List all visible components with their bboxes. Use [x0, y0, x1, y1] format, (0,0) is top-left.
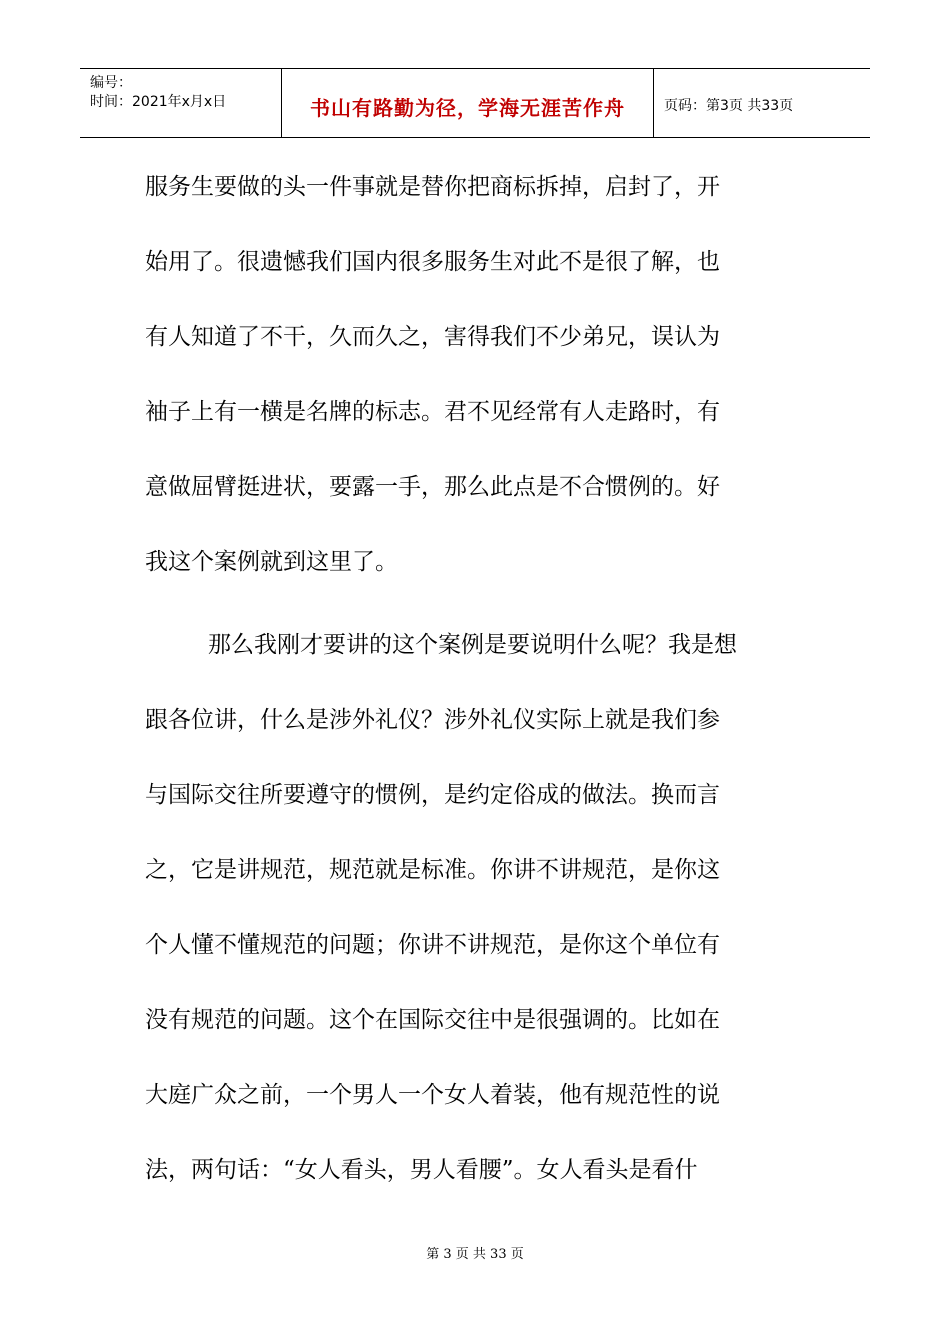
- document-number-label: 编号：: [90, 75, 132, 91]
- text-line: 我这个案例就到这里了。: [145, 549, 398, 575]
- header-page-number: 页码：第3页 共33页: [664, 98, 794, 114]
- text-line: 意做屈臂挺进状，要露一手，那么此点是不合惯例的。好: [145, 474, 720, 500]
- text-line: 服务生要做的头一件事就是替你把商标拆掉，启封了，开: [145, 174, 720, 200]
- text-line: 那么我刚才要讲的这个案例是要说明什么呢？我是想: [208, 632, 737, 658]
- header-motto: 书山有路勤为径，学海无涯苦作舟: [310, 95, 625, 120]
- text-line: 袖子上有一横是名牌的标志。君不见经常有人走路时，有: [145, 399, 720, 425]
- page-header: [80, 68, 870, 138]
- text-line: 大庭广众之前，一个男人一个女人着装，他有规范性的说: [145, 1082, 720, 1108]
- document-body: [145, 150, 805, 1208]
- text-line: 有人知道了不干，久而久之，害得我们不少弟兄，误认为: [145, 324, 720, 350]
- document-date-label: 时间：2021年x月x日: [90, 94, 227, 110]
- header-motto-cell: [282, 69, 654, 137]
- text-line: 始用了。很遗憾我们国内很多服务生对此不是很了解，也: [145, 249, 720, 275]
- text-line: 跟各位讲，什么是涉外礼仪？涉外礼仪实际上就是我们参: [145, 707, 720, 733]
- paragraph: [145, 608, 805, 1208]
- paragraph: [145, 150, 805, 600]
- text-line: 与国际交往所要遵守的惯例，是约定俗成的做法。换而言: [145, 782, 720, 808]
- text-line: 法，两句话：“女人看头，男人看腰”。女人看头是看什: [145, 1157, 698, 1183]
- header-page-cell: [654, 69, 870, 137]
- page-footer: 第 3 页 共 33 页: [426, 1247, 524, 1262]
- header-meta-cell: [80, 69, 282, 137]
- text-line: 个人懂不懂规范的问题；你讲不讲规范，是你这个单位有: [145, 932, 720, 958]
- text-line: 没有规范的问题。这个在国际交往中是很强调的。比如在: [145, 1007, 720, 1033]
- text-line: 之，它是讲规范，规范就是标准。你讲不讲规范，是你这: [145, 857, 720, 883]
